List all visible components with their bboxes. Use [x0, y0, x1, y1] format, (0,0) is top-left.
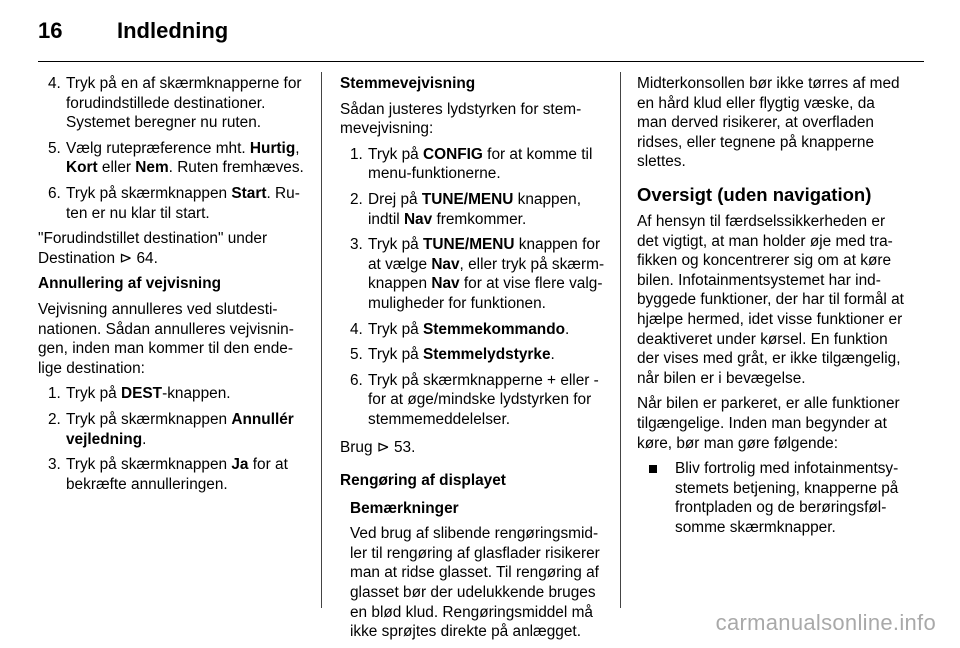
paragraph: Af hensyn til færdselssikkerheden er det vigtigt, at man holder øje med trafikken og koncentrerer sig om at køre bilen. Infotainmentsystemet har indbyggede funktioner, der har til formål at hjælpe hermed, idet visse funktioner er deaktiveret under kørsel. En funktion der vises med gråt, er ikke tilgængelig, når bilen er i bevægelse. [637, 212, 904, 387]
list-number: 4. [48, 75, 61, 92]
option-kort: Kort [66, 159, 98, 177]
list-text: fremkommer. [432, 210, 527, 228]
section-heading: Stemmevejvisning [340, 75, 476, 92]
paragraph: Når bilen er parkeret, er alle funktioner tilgængelige. Inden man begynder at køre, bør man gøre følgende: [637, 395, 900, 452]
list-number: 5. [48, 139, 61, 157]
list-number: 6. [48, 184, 61, 202]
list-text: Tryk på [368, 320, 424, 338]
list-number: 3. [350, 236, 363, 254]
section-heading: Oversigt (uden navigation) [637, 183, 872, 205]
list-text: . [142, 430, 147, 448]
paragraph-text: Brug [340, 438, 377, 456]
list-text: . Ruten er nu klar til start. [66, 184, 300, 222]
list-text: Drej på [368, 190, 422, 208]
list-item [340, 235, 606, 313]
list-text: eller [97, 159, 136, 177]
list-text: Tryk på skærmknappen [66, 456, 232, 474]
note-heading: Bemærkninger [350, 499, 459, 517]
list-text: . [565, 320, 570, 338]
bullet-item [647, 459, 905, 537]
bullet-text: Bliv fortrolig med infotainmentsystemets betjening, knapperne på frontpladen og de berøringsfølsomme skærmknapper. [675, 460, 899, 536]
list-number: 5. [350, 346, 363, 364]
option-nem: Nem [135, 159, 169, 177]
list-text: Tryk på [66, 385, 122, 403]
list-item [38, 139, 308, 178]
annuller-label: Annullér vejledning [66, 410, 294, 448]
bullet-square-icon [649, 465, 657, 473]
list-text: Tryk på en af skærmknapperne for forudindstillede destinationer. Systemet beregner nu ruten. [66, 75, 302, 132]
list-number: 2. [350, 190, 363, 208]
paragraph: Vejvisning annulleres ved slutdestinationen. Sådan annulleres vejvisningen, inden man kommer til den endelige destination: [38, 300, 294, 377]
list-text: for at vise flere valgmuligheder for funktionen. [368, 275, 603, 312]
list-number: 2. [48, 410, 61, 428]
page-reference: ⊳ 64. [119, 249, 158, 267]
tune-menu-label: TUNE/MENU [421, 190, 514, 208]
list-text: Tryk på [368, 346, 424, 364]
column-3 [637, 74, 905, 537]
list-text: Tryk på skærmknappen [66, 184, 232, 202]
list-item [38, 384, 308, 404]
list-text: -knappen. [162, 385, 231, 403]
ja-label: Ja [231, 456, 249, 474]
page-title: Indledning [117, 18, 229, 43]
tune-menu-label: TUNE/MENU [423, 236, 515, 254]
list-item [340, 345, 606, 365]
list-item [340, 371, 606, 430]
list-item [38, 74, 308, 133]
list-text: knappen, indtil [368, 190, 581, 228]
list-item [340, 190, 606, 229]
nav-label: Nav [403, 210, 433, 228]
section-heading: Annullering af vejvisning [38, 275, 222, 293]
section-heading: Rengøring af displayet [340, 472, 506, 490]
list-text: Vælg rutepræference mht. [66, 139, 250, 157]
list-text: . Ruten fremhæves. [168, 159, 304, 177]
list-item [38, 455, 308, 494]
list-item [340, 320, 606, 340]
paragraph [340, 438, 606, 458]
list-text: Tryk på skærmknappen [66, 410, 232, 428]
list-text: knappen for at vælge [368, 236, 601, 273]
page-number: 16 [38, 18, 63, 43]
column-1 [38, 74, 308, 500]
column-2 [340, 74, 606, 648]
start-label: Start [231, 184, 267, 202]
stemmelydstyrke-label: Stemmelydstyrke [423, 346, 551, 364]
list-text: for at komme til menu-funktionerne. [368, 145, 593, 183]
paragraph: Sådan justeres lydstyrken for stemmevejvisning: [340, 100, 582, 138]
list-text: Tryk på [368, 145, 424, 163]
list-number: 4. [350, 320, 363, 338]
list-item [38, 184, 308, 223]
note-text: Ved brug af slibende rengøringsmidler til rengøring af glasflader risikerer man at ridse glasset. Til rengøring af glasset bør der udelukkende bruges en blød klud. Rengøringsmiddel må ikke sprøjtes direkte på anlægget. [350, 525, 600, 641]
option-hurtig: Hurtig [249, 139, 296, 157]
paragraph-text: "Forudindstillet destination" under Destination [38, 230, 268, 267]
paragraph [38, 229, 308, 268]
list-item [38, 410, 308, 449]
list-number: 6. [350, 371, 363, 389]
paragraph: Midterkonsollen bør ikke tørres af med en hård klud eller flygtig væske, da man derved risikerer, at overfladen ridses, eller tegnene på knapperne slettes. [637, 75, 900, 171]
stemmekommando-label: Stemmekommando [423, 320, 566, 338]
config-label: CONFIG [423, 145, 483, 163]
column-divider-2 [620, 72, 621, 608]
list-text: for at bekræfte annulleringen. [66, 456, 288, 493]
note-box [340, 499, 606, 642]
page-reference: ⊳ 53. [376, 438, 416, 456]
dest-label: DEST [121, 385, 163, 403]
list-item [340, 145, 606, 184]
list-text: , eller tryk på skærmknappen [368, 255, 605, 293]
watermark: carmanualsonline.info [715, 610, 936, 635]
nav-label: Nav [431, 275, 460, 293]
list-text: . [550, 346, 555, 364]
list-number: 3. [48, 456, 61, 474]
list-text: , [295, 139, 300, 157]
list-number: 1. [48, 385, 61, 403]
list-text: Tryk på skærmknapperne + eller - for at øge/mindske lydstyrken for stemmemeddelelser. [368, 371, 599, 428]
header-rule [38, 61, 924, 62]
column-divider-1 [321, 72, 322, 608]
nav-label: Nav [431, 255, 460, 273]
list-text: Tryk på [368, 236, 424, 254]
list-number: 1. [350, 145, 363, 163]
